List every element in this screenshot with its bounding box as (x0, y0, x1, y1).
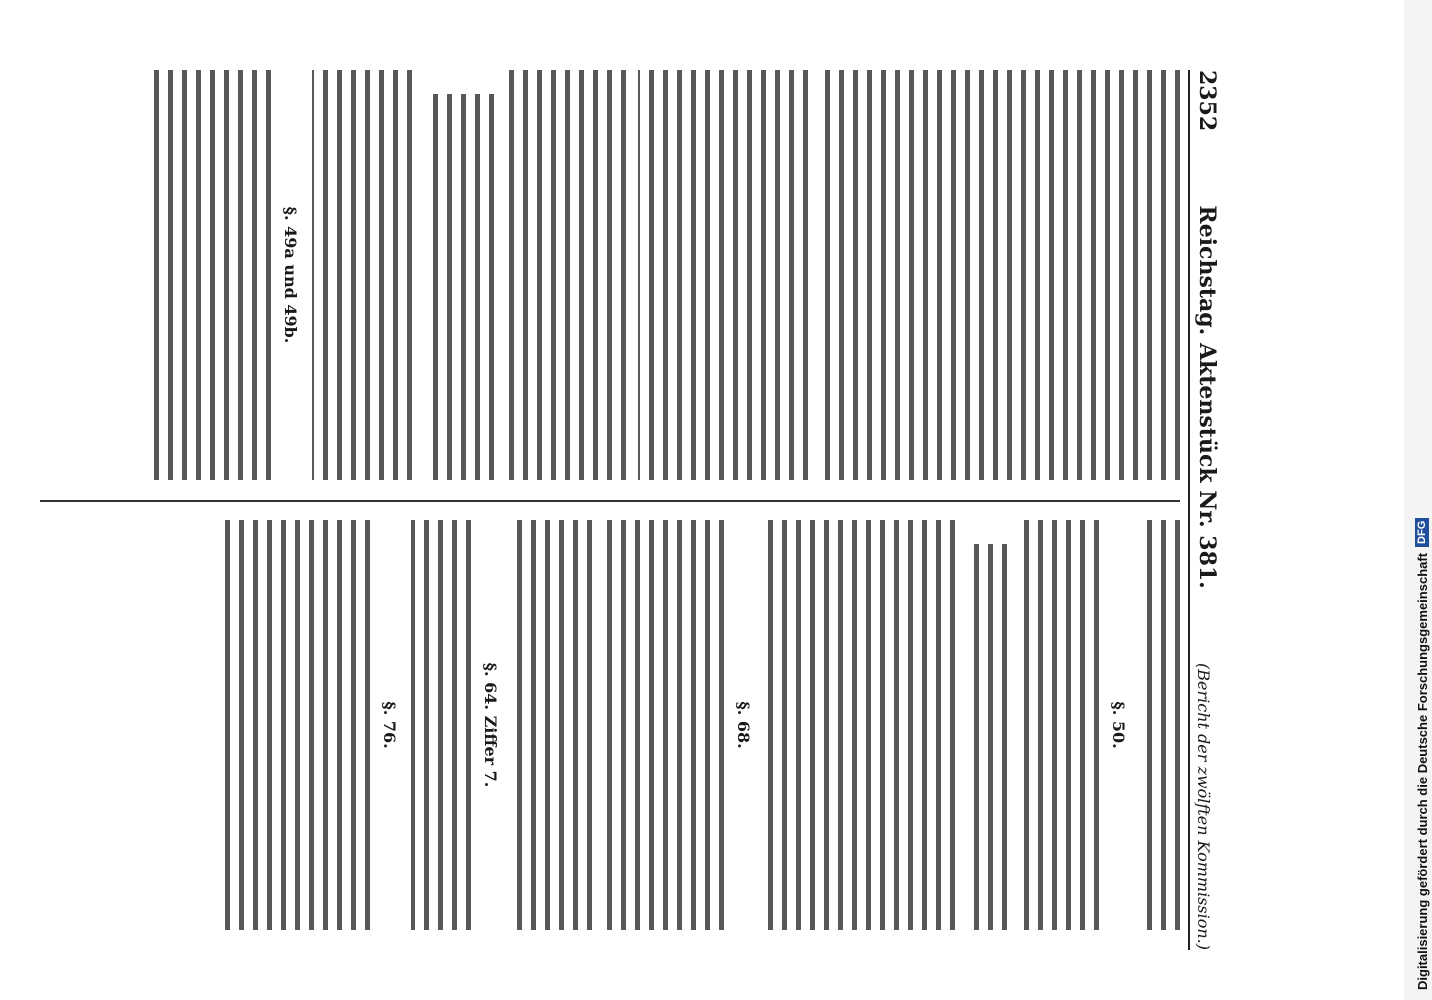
text-block (604, 520, 724, 930)
text-block (411, 520, 471, 930)
text-block (312, 70, 412, 480)
right-column (40, 520, 1180, 930)
text-block (638, 70, 808, 480)
page-header (1188, 70, 1230, 950)
text-block (220, 520, 370, 930)
text-block (151, 70, 271, 480)
text-block (1019, 520, 1099, 930)
column-divider (40, 500, 1180, 502)
text-block (506, 70, 626, 480)
section-heading: §. 76. (380, 701, 399, 749)
page-number: 2352 (1194, 70, 1220, 132)
dfg-logo: DFG (1415, 518, 1429, 547)
digitization-credit-bar (1404, 0, 1432, 1000)
digitization-credit (1408, 0, 1432, 990)
section-heading: §. 64. Ziffer 7. (481, 662, 500, 788)
section-heading: §. 50. (1109, 701, 1128, 749)
text-block (765, 520, 955, 930)
section-heading: §. 49a und 49b. (281, 206, 300, 344)
page-subtitle: (Bericht der zwölften Kommission.) (1194, 663, 1213, 950)
text-block (424, 94, 494, 480)
section-heading: §. 68. (734, 701, 753, 749)
text-block (820, 70, 1180, 480)
left-column (40, 70, 1180, 480)
credit-text: Digitalisierung gefördert durch die Deutsche Forschungsgemeinschaft (1414, 552, 1430, 990)
text-block (512, 520, 592, 930)
text-block (1140, 520, 1180, 930)
page-title: Reichstag. Aktenstück Nr. 381. (1194, 205, 1220, 589)
text-block (967, 544, 1007, 930)
